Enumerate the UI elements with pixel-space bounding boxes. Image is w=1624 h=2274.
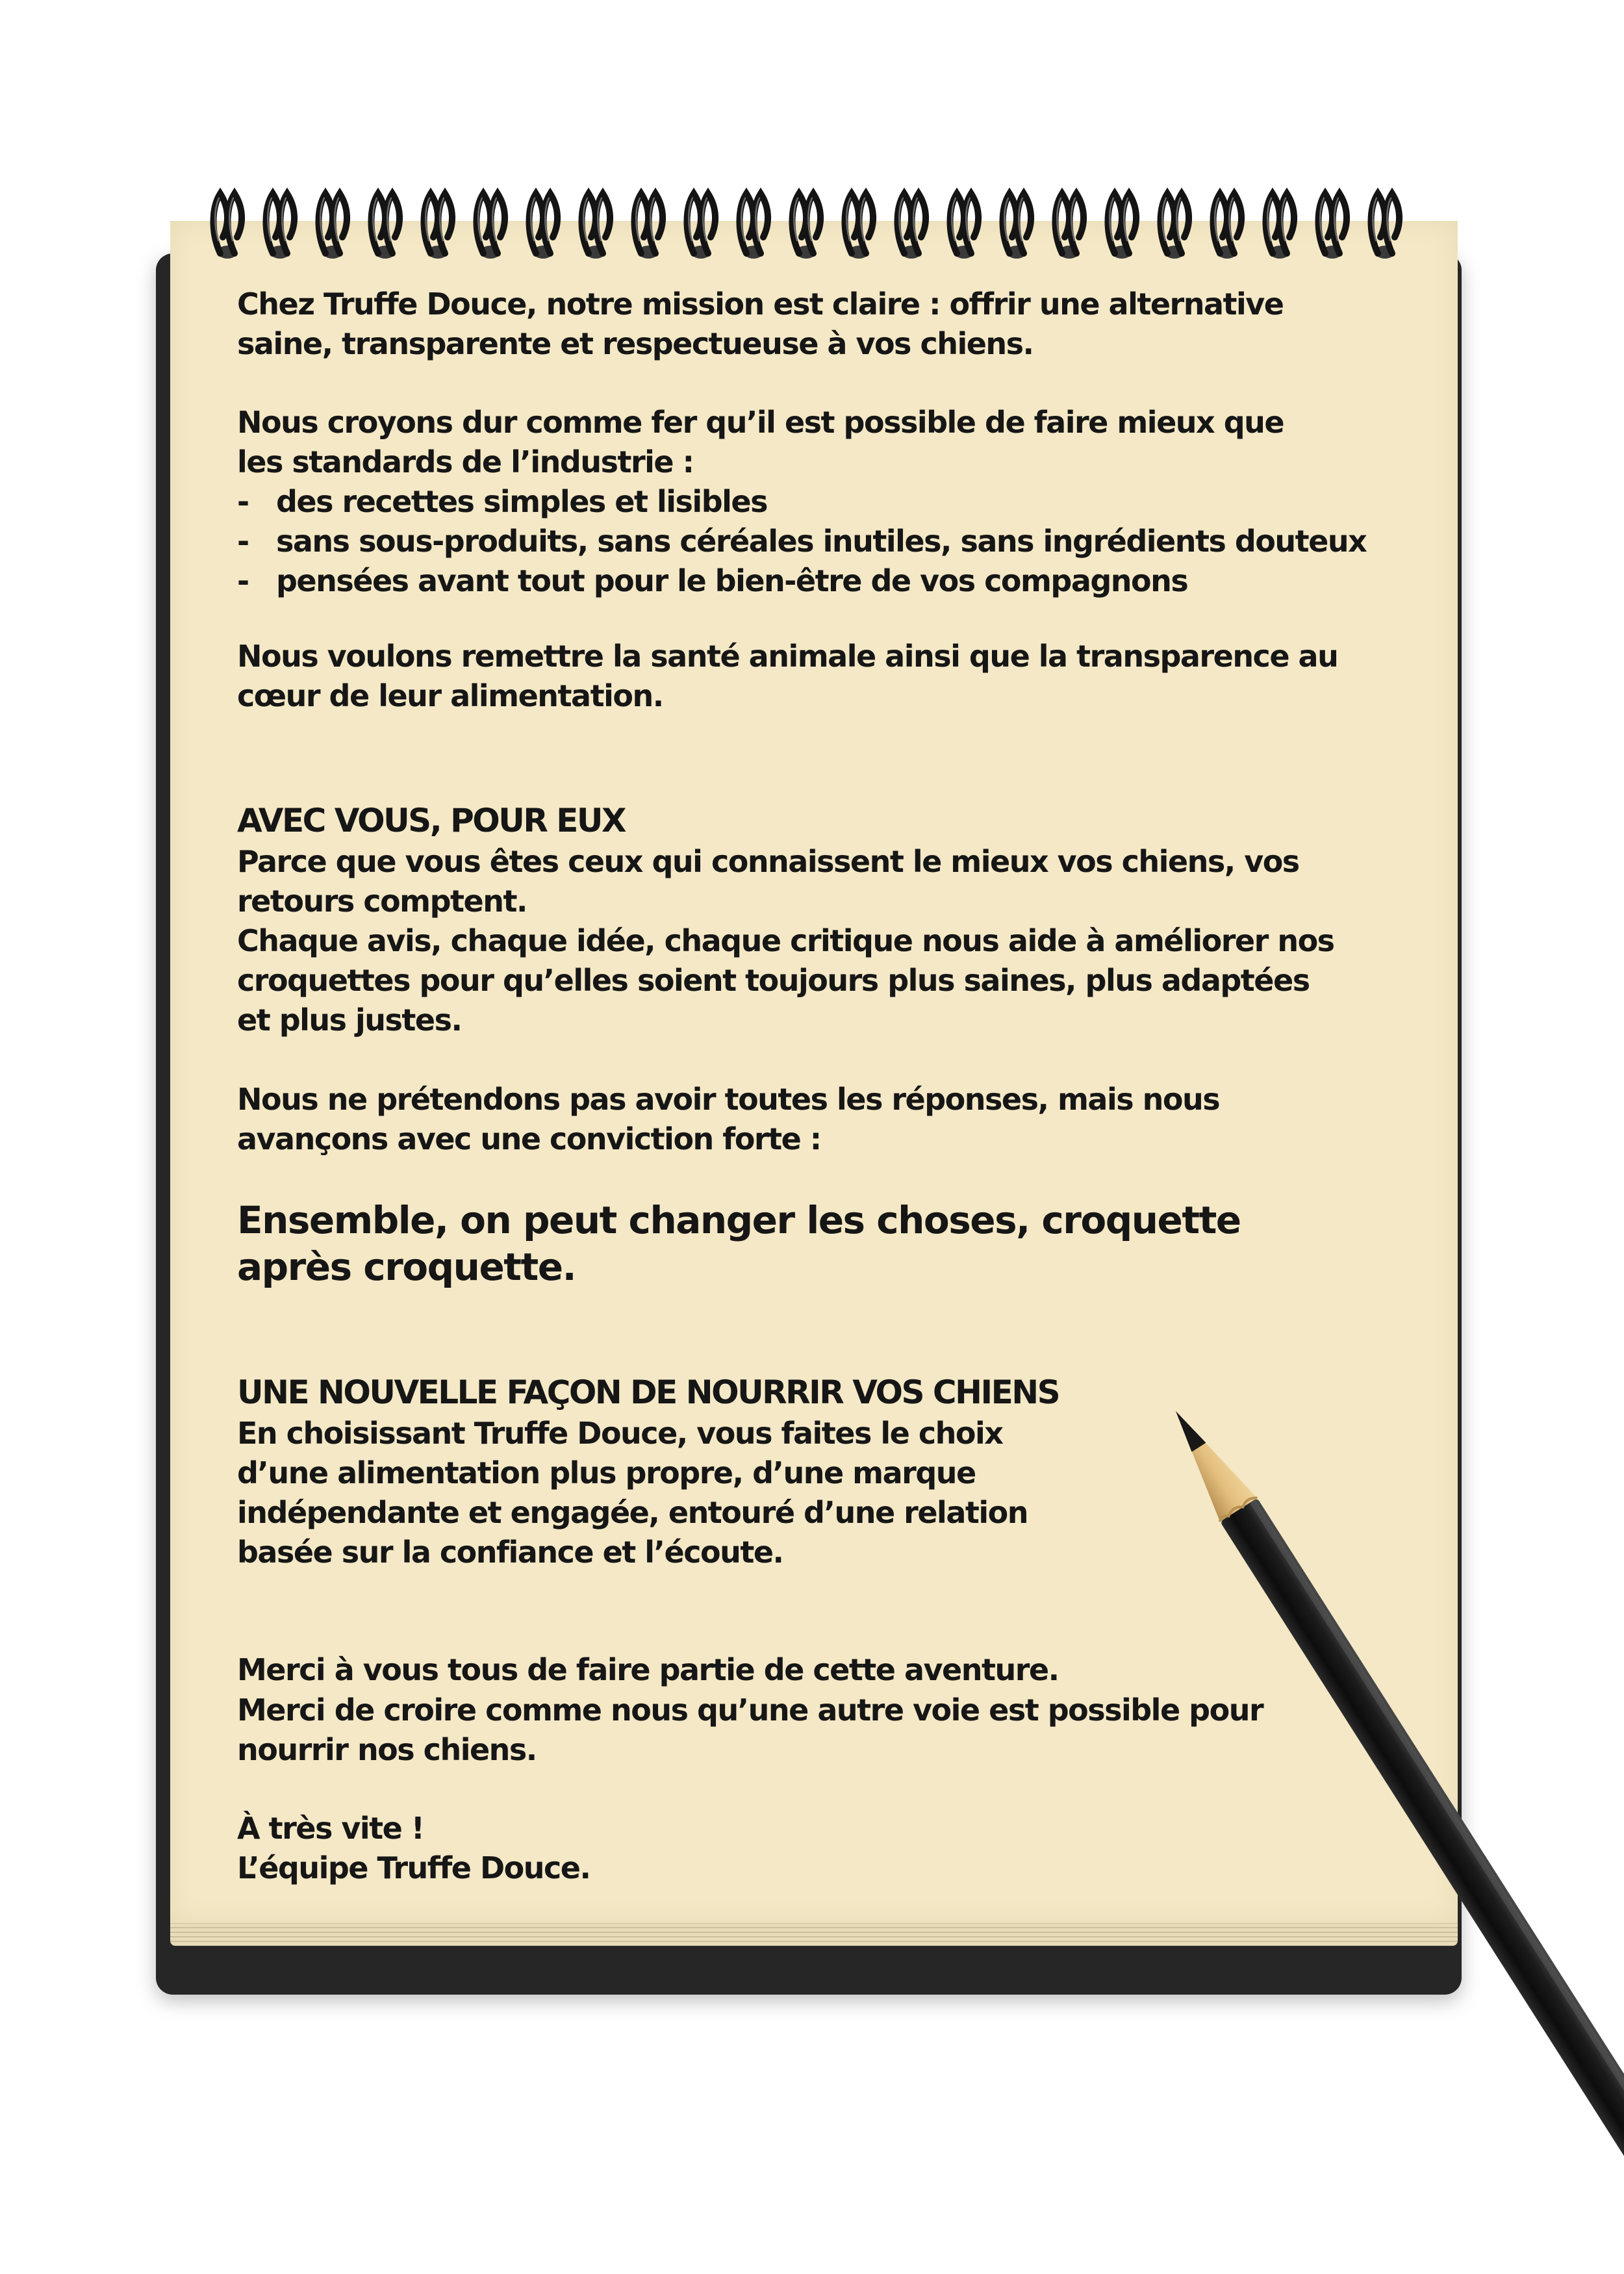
choice-paragraph: En choisissant Truffe Douce, vous faites le choix d’une alimentation plus propre, d’une marque indépendante et engagée, entouré d’une relation basée sur la confiance et l’écoute.: [237, 1416, 1028, 1570]
bullet-marker: -: [237, 563, 249, 598]
improvement-paragraph: Chaque avis, chaque idée, chaque critique nous aide à améliorer nos croquettes pour qu’elles soient toujours plus saines, plus adaptées et plus justes.: [237, 923, 1334, 1038]
bullet-marker: -: [237, 484, 249, 519]
section-heading-with-you: AVEC VOUS, POUR EUX: [237, 802, 626, 839]
intro-paragraph: Chez Truffe Douce, notre mission est claire : offrir une alternative saine, transparente et respectueuse à vos chiens.: [237, 287, 1284, 361]
feedback-paragraph: Parce que vous êtes ceux qui connaissent le mieux vos chiens, vos retours comptent.: [237, 844, 1299, 919]
signature-line: L’équipe Truffe Douce.: [237, 1850, 590, 1885]
signoff-line: À très vite !: [237, 1811, 424, 1846]
bullet-text: pensées avant tout pour le bien-être de vos compagnons: [276, 563, 1188, 598]
conviction-paragraph: Nous ne prétendons pas avoir toutes les réponses, mais nous avançons avec une conviction forte :: [237, 1082, 1220, 1156]
thanks-paragraph: Merci à vous tous de faire partie de cette aventure.: [237, 1652, 1059, 1687]
belief-paragraph: Merci de croire comme nous qu’une autre voie est possible pour nourrir nos chiens.: [237, 1693, 1263, 1767]
bullet-text: des recettes simples et lisibles: [276, 484, 767, 519]
section-heading-new-way: UNE NOUVELLE FAÇON DE NOURRIR VOS CHIENS: [237, 1373, 1059, 1411]
mission-paragraph: Nous voulons remettre la santé animale ainsi que la transparence au cœur de leur alimentation.: [237, 639, 1338, 713]
bullet-marker: -: [237, 524, 249, 559]
standards-paragraph: Nous croyons dur comme fer qu’il est possible de faire mieux que les standards de l’industrie :: [237, 405, 1284, 479]
highlight-quote: Ensemble, on peut changer les choses, croquette après croquette.: [237, 1198, 1241, 1289]
bullet-text: sans sous-produits, sans céréales inutiles, sans ingrédients douteux: [276, 524, 1367, 559]
